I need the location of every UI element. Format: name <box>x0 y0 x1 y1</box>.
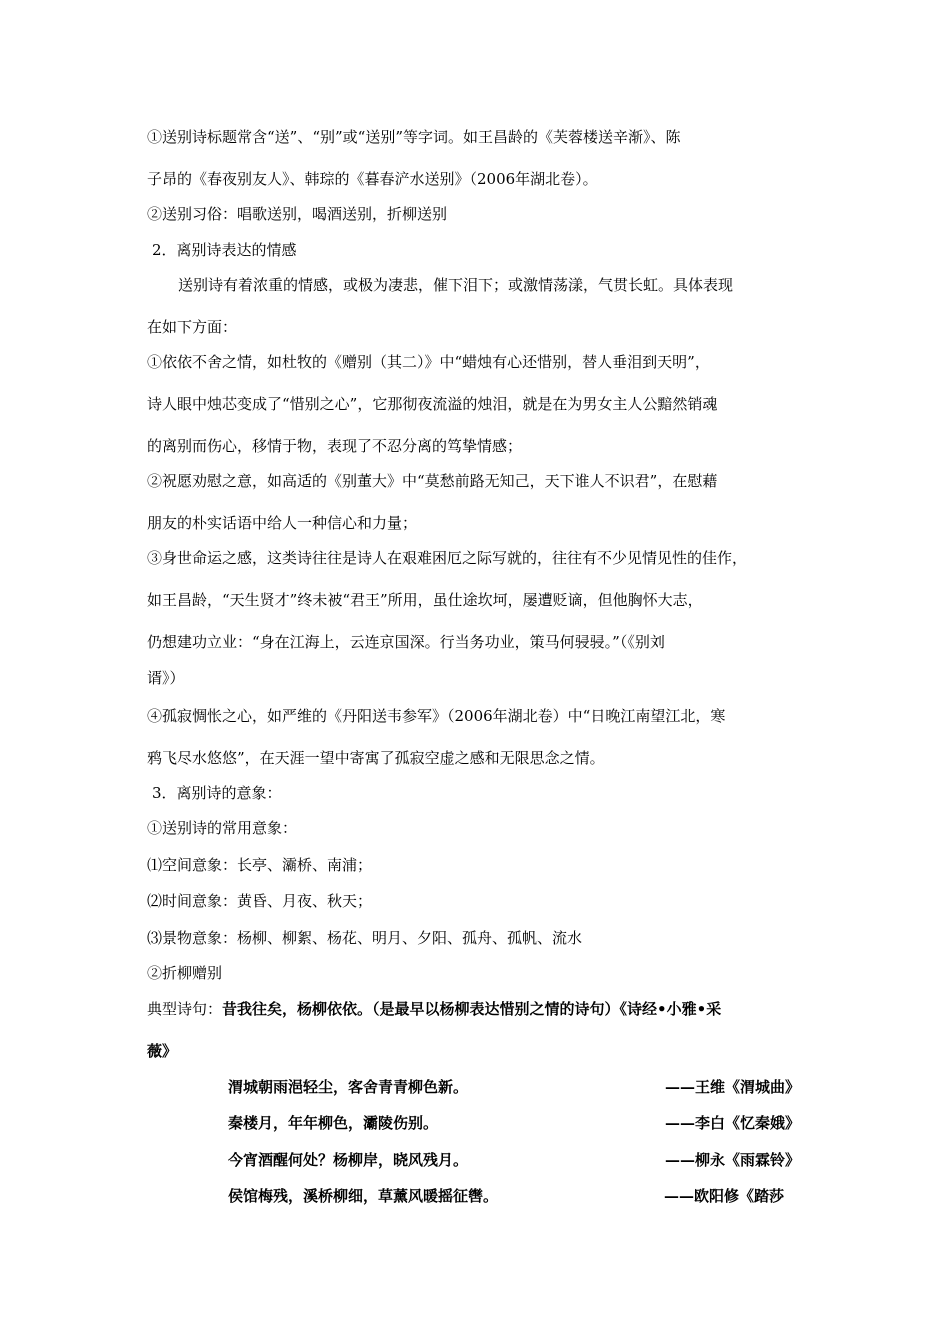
text-line: 送别诗有着浓重的情感，或极为凄悲，催下泪下；或激情荡漾，气贯长虹。具体表现 <box>178 276 734 294</box>
typical-label: 典型诗句： <box>147 1000 223 1018</box>
text-line: ②折柳赠别 <box>147 964 223 982</box>
verse-source: ——李白《忆秦娥》 <box>664 1114 800 1132</box>
section-heading: 2．离别诗表达的情感 <box>152 241 297 259</box>
text-line: ⑵时间意象：黄昏、月夜、秋天； <box>147 892 373 910</box>
verse-line: 渭城朝雨浥轻尘，客舍青青柳色新。 <box>228 1078 469 1096</box>
typical-verse-line <box>147 999 721 1019</box>
text-line: 如王昌龄，“天生贤才”终未被“君王”所用，虽仕途坎坷，屡遭贬谪，但他胸怀大志， <box>147 591 703 609</box>
text-line: ④孤寂惆怅之心，如严维的《丹阳送韦参军》（2006年湖北卷）中“日晚江南望江北，寒 <box>147 707 726 725</box>
text-line: ①送别诗标题常含“送”、“别”或“送别”等字词。如王昌龄的《芙蓉楼送辛渐》、陈 <box>147 128 681 146</box>
verse-source: ——欧阳修《踏莎 <box>664 1187 785 1205</box>
typical-verse-continuation: 薇》 <box>147 1042 178 1060</box>
verse-line: 秦楼月，年年柳色，灞陵伤别。 <box>228 1114 439 1132</box>
text-line: 仍想建功立业：“身在江海上，云连京国深。行当务功业，策马何骎骎。”（《别刘 <box>147 633 665 651</box>
text-line: ③身世命运之感，这类诗往往是诗人在艰难困厄之际写就的，往往有不少见情见性的佳作， <box>147 549 748 567</box>
text-line: 在如下方面： <box>147 318 238 336</box>
text-line: 谞》） <box>147 669 185 687</box>
section-heading: 3．离别诗的意象： <box>152 784 282 802</box>
text-line: 子昂的《春夜别友人》、韩琮的《暮春浐水送别》（2006年湖北卷）。 <box>147 170 598 188</box>
text-line: 鸦飞尽水悠悠”，在天涯一望中寄寓了孤寂空虚之感和无限思念之情。 <box>147 749 605 767</box>
text-line: ②送别习俗：唱歌送别，喝酒送别，折柳送别 <box>147 205 448 223</box>
text-line: 诗人眼中烛芯变成了“惜别之心”，它那彻夜流溢的烛泪，就是在为男女主人公黯然销魂 <box>147 395 718 413</box>
text-line: ⑶景物意象：杨柳、柳絮、杨花、明月、夕阳、孤舟、孤帆、流水 <box>147 929 583 947</box>
verse-source: ——王维《渭城曲》 <box>664 1078 800 1096</box>
text-line: ⑴空间意象：长亭、灞桥、南浦； <box>147 856 373 874</box>
text-line: ①依依不舍之情，如杜牧的《赠别（其二）》中“蜡烛有心还惜别，替人垂泪到天明”， <box>147 353 710 371</box>
typical-verse: 昔我往矣，杨柳依依。（是最早以杨柳表达惜别之情的诗句）《诗经•小雅•采 <box>222 1000 722 1018</box>
verse-line: 今宵酒醒何处？杨柳岸，晓风残月。 <box>228 1151 469 1169</box>
text-line: 的离别而伤心，移情于物，表现了不忍分离的笃挚情感； <box>147 437 523 455</box>
text-line: ②祝愿劝慰之意，如高适的《别董大》中“莫愁前路无知己，天下谁人不识君”，在慰藉 <box>147 472 718 490</box>
verse-line: 侯馆梅残，溪桥柳细，草薰风暖摇征辔。 <box>228 1187 499 1205</box>
text-line: 朋友的朴实话语中给人一种信心和力量； <box>147 514 418 532</box>
verse-source: ——柳永《雨霖铃》 <box>664 1151 800 1169</box>
text-line: ①送别诗的常用意象： <box>147 819 298 837</box>
